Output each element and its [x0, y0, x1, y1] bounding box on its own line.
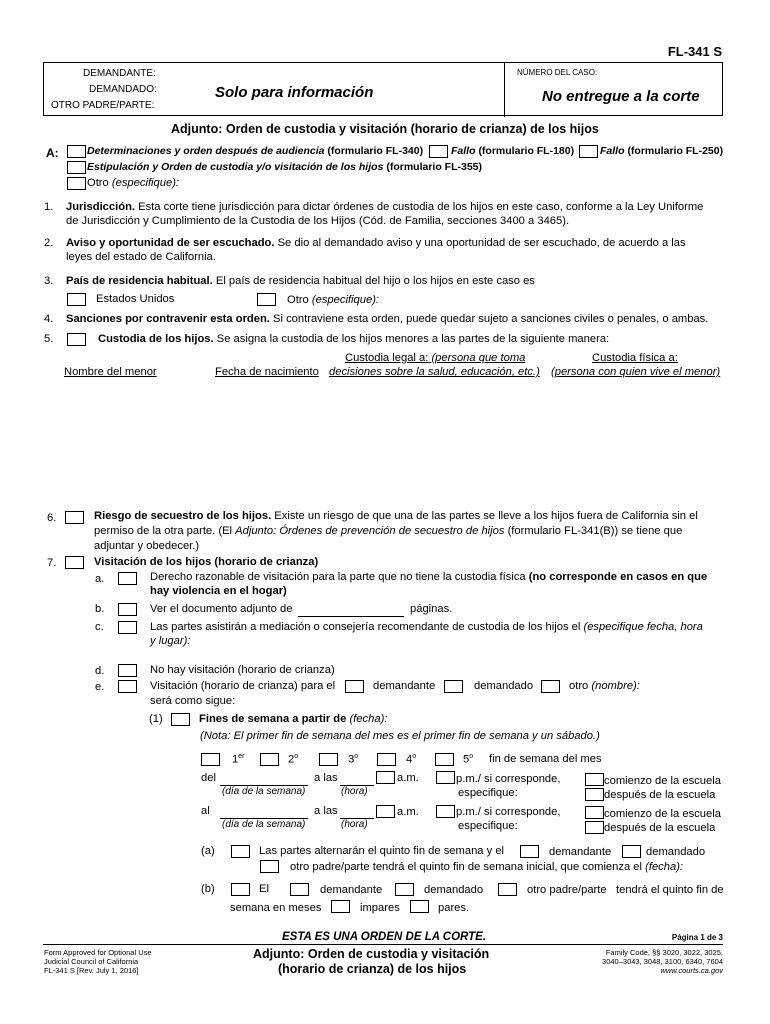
e-petitioner-checkbox[interactable] — [345, 680, 364, 693]
weekend-1st-checkbox[interactable] — [201, 753, 220, 766]
fl340-label: Determinaciones y orden después de audiencia (formulario FL-340) — [87, 145, 424, 157]
page-number: Página 1 de 3 — [671, 933, 723, 942]
item-6-line2: permiso de la otra parte. (El Adjunto: Órdenes de prevención de secuestro de hijos (formulario FL-341(B)) se tiene que — [94, 525, 683, 537]
weekends-note: (Nota: El primer fin de semana del mes es el primer fin de semana y un sábado.) — [200, 730, 600, 742]
reasonable-visitation-checkbox[interactable] — [118, 572, 137, 585]
weekend-3rd-checkbox[interactable] — [319, 753, 338, 766]
visitation-checkbox[interactable] — [65, 556, 84, 569]
to-at-label: a las — [314, 805, 338, 817]
item-7d-text: No hay visitación (horario de crianza) — [150, 664, 335, 676]
item-7b-text2: páginas. — [410, 603, 453, 615]
abduction-checkbox[interactable] — [65, 511, 84, 524]
fl180-label: Fallo (formulario FL-180) — [451, 145, 575, 157]
to-am-checkbox[interactable] — [376, 805, 395, 818]
other-form-checkbox[interactable] — [67, 177, 86, 190]
col-physical-custody-2: (persona con quien vive el menor) — [551, 366, 721, 378]
footer-rule — [43, 944, 723, 945]
case-number-label: NÚMERO DEL CASO: — [517, 68, 598, 77]
from-at-label: a las — [314, 772, 338, 784]
weekend-b-el: El — [259, 883, 269, 895]
fifth-weekend-checkbox[interactable] — [231, 883, 250, 896]
fl340-checkbox[interactable] — [67, 145, 86, 158]
fl180-checkbox[interactable] — [429, 145, 448, 158]
b-other-checkbox[interactable] — [498, 883, 517, 896]
footer-right-2: 3040–3043, 3048, 3100, 6340, 7604 — [602, 957, 723, 966]
col-legal-custody-1: Custodia legal a: (persona que toma — [345, 352, 526, 364]
a-other-checkbox[interactable] — [260, 860, 279, 873]
to-pm-label: p.m./ si corresponde, — [456, 806, 561, 818]
section-a-label: A: — [46, 146, 59, 160]
item-5-line1: Custodia de los hijos. Se asigna la custodia de los hijos menores a las partes de la siguiente manera: — [98, 333, 610, 345]
e-respondent-checkbox[interactable] — [444, 680, 463, 693]
alternate-fifth-checkbox[interactable] — [231, 845, 250, 858]
item-7e-letter: e. — [95, 681, 105, 693]
item-6-number: 6. — [47, 512, 57, 524]
item-7c-line1: Las partes asistirán a mediación o consejería recomendante de custodia de los hijos el (especifique fecha, hora — [150, 621, 703, 633]
b-petitioner-label: demandante — [320, 884, 383, 896]
item-2-line2: leyes del estado de California. — [66, 251, 216, 263]
b-respondent-label: demandado — [424, 884, 484, 896]
e-other-label: otro (nombre): — [569, 680, 640, 692]
from-pm-checkbox[interactable] — [436, 771, 455, 784]
other-country-checkbox[interactable] — [257, 293, 276, 306]
other-form-label: Otro (especifique): — [87, 177, 180, 189]
from-day-hint: (día de la semana) — [222, 786, 306, 797]
item-3-line1: País de residencia habitual. El país de residencia habitual del hijo o los hijos en este caso es — [66, 275, 535, 287]
col-child-name: Nombre del menor — [64, 366, 157, 378]
a-respondent-checkbox[interactable] — [622, 845, 641, 858]
item-1-line1: Jurisdicción. Esta corte tiene jurisdicción para dictar órdenes de custodia de los hijos en este caso, conforme a la Ley Uniforme — [66, 201, 704, 213]
other-country-label: Otro (especifique): — [287, 294, 380, 306]
e-petitioner-label: demandante — [373, 680, 436, 692]
item-7c-line2: y lugar): — [150, 635, 191, 647]
usa-checkbox[interactable] — [67, 293, 86, 306]
page-title: Adjunto: Orden de custodia y visitación (horario de crianza) de los hijos — [171, 122, 599, 136]
from-am-checkbox[interactable] — [376, 771, 395, 784]
e-respondent-label: demandado — [474, 680, 534, 692]
even-months-label: pares. — [438, 902, 470, 914]
b-petitioner-checkbox[interactable] — [290, 883, 309, 896]
weekend-b-text2: semana en meses — [230, 902, 322, 914]
item-7d-letter: d. — [95, 665, 105, 677]
item-7-number: 7. — [47, 557, 57, 569]
custody-checkbox[interactable] — [67, 333, 86, 346]
weekends-heading: Fines de semana a partir de (fecha): — [199, 713, 388, 725]
fl355-label: Estipulación y Orden de custodia y/o visitación de los hijos (formulario FL-355) — [87, 161, 483, 173]
fl250-checkbox[interactable] — [579, 145, 598, 158]
plaintiff-label: DEMANDANTE: — [83, 68, 156, 79]
from-pm-label: p.m./ si corresponde, — [456, 773, 561, 785]
item-6-line3: adjuntar y obedecer.) — [94, 540, 200, 552]
col-birthdate: Fecha de nacimiento — [215, 366, 319, 378]
to-pm-checkbox[interactable] — [436, 805, 455, 818]
odd-months-label: impares — [360, 902, 400, 914]
item-7e-text: Visitación (horario de crianza) para el — [150, 680, 336, 692]
from-school-start-checkbox[interactable] — [585, 773, 604, 786]
b-respondent-checkbox[interactable] — [395, 883, 414, 896]
to-hour-hint: (hora) — [341, 819, 368, 830]
footer-title-2: (horario de crianza) de los hijos — [278, 962, 467, 976]
from-school-end-checkbox[interactable] — [585, 788, 604, 801]
weekend-number: (1) — [149, 713, 163, 725]
footer-left-2: Judicial Council of California — [44, 957, 139, 966]
a-petitioner-label: demandante — [549, 846, 612, 858]
odd-months-checkbox[interactable] — [331, 900, 350, 913]
weekend-b-tail: tendrá el quinto fin de — [616, 884, 724, 896]
item-7a-line2: hay violencia en el hogar) — [150, 585, 287, 597]
weekend-a-text: Las partes alternarán el quinto fin de semana y el — [259, 845, 505, 857]
weekend-2nd-label: 2$^o$ — [288, 753, 299, 766]
item-7-heading: Visitación de los hijos (horario de crianza) — [94, 556, 319, 568]
court-order-notice: ESTA ES UNA ORDEN DE LA CORTE. — [282, 931, 487, 943]
fl355-checkbox[interactable] — [67, 161, 86, 174]
weekend-4th-checkbox[interactable] — [377, 753, 396, 766]
to-school-start-checkbox[interactable] — [585, 806, 604, 819]
weekend-4th-label: 4$^o$ — [406, 753, 417, 766]
defendant-label: DEMANDADO: — [89, 84, 157, 95]
even-months-checkbox[interactable] — [410, 900, 429, 913]
fl250-label: Fallo (formulario FL-250) — [600, 145, 724, 157]
footer-right-1: Family Code, §§ 3020, 3022, 3025, — [605, 948, 723, 957]
weekend-tail: fin de semana del mes — [489, 753, 602, 765]
weekend-5th-checkbox[interactable] — [435, 753, 454, 766]
item-7a-line1: Derecho razonable de visitación para la parte que no tiene la custodia física (no corresponde en casos en que — [150, 571, 708, 583]
footer-left-3: FL-341 S [Rev. July 1, 2016] — [44, 966, 139, 975]
from-specify-label: especifique: — [458, 787, 518, 799]
a-petitioner-checkbox[interactable] — [520, 845, 539, 858]
item-4-line1: Sanciones por contravenir esta orden. Si contraviene esta orden, puede quedar sujeto a sanciones civiles o penales, o ambas. — [66, 313, 709, 325]
weekends-checkbox[interactable] — [171, 713, 190, 726]
item-7c-letter: c. — [95, 621, 104, 633]
footer-title-1: Adjunto: Orden de custodia y visitación — [253, 947, 490, 961]
item-7b-letter: b. — [95, 603, 105, 615]
item-6-line1: Riesgo de secuestro de los hijos. Existe un riesgo de que una de las partes se lleve a los hijos fuera de California sin el — [94, 510, 698, 522]
weekend-1st-label: 1er — [232, 753, 245, 766]
col-physical-custody-1: Custodia física a: — [592, 352, 678, 364]
info-only-text: Solo para información — [215, 84, 374, 101]
item-2-line1: Aviso y oportunidad de ser escuchado. Se dio al demandado aviso y una oportunidad de ser escuchado, de acuerdo a las — [66, 237, 686, 249]
weekend-a-label: (a) — [201, 845, 215, 857]
to-specify-label: especifique: — [458, 820, 518, 832]
from-school-end-label: después de la escuela — [604, 789, 716, 801]
to-school-start-label: comienzo de la escuela — [604, 808, 721, 820]
footer-left-1: Form Approved for Optional Use — [44, 948, 152, 957]
from-hour-hint: (hora) — [341, 786, 368, 797]
b-other-label: otro padre/parte — [527, 884, 607, 896]
pages-count-line[interactable] — [298, 616, 404, 617]
item-7e-text2: será como sigue: — [150, 695, 236, 707]
weekend-5th-label: 5$^o$ — [463, 753, 474, 766]
weekend-2nd-checkbox[interactable] — [260, 753, 279, 766]
to-school-end-checkbox[interactable] — [585, 821, 604, 834]
to-am-label: a.m. — [397, 806, 419, 818]
form-id: FL-341 S — [667, 44, 722, 59]
do-not-file-text: No entregue a la corte — [542, 88, 700, 105]
weekend-a-text2: otro padre/parte tendrá el quinto fin de semana inicial, que comienza el (fecha): — [290, 861, 684, 873]
item-7b-text1: Ver el documento adjunto de — [150, 603, 293, 615]
item-1-line2: de Jurisdicción y Cumplimiento de la Custodia de los Hijos (Cód. de Familia, secciones 3400 a 3465). — [66, 215, 570, 227]
to-label: al — [201, 805, 210, 817]
item-4-number: 4. — [44, 313, 54, 325]
item-1-number: 1. — [44, 201, 54, 213]
to-school-end-label: después de la escuela — [604, 822, 716, 834]
no-visitation-checkbox[interactable] — [118, 664, 137, 677]
weekend-b-label: (b) — [201, 883, 215, 895]
col-legal-custody-2: decisiones sobre la salud, educación, etc.) — [329, 366, 540, 378]
item-3-number: 3. — [44, 275, 54, 287]
see-attached-checkbox[interactable] — [118, 603, 137, 616]
mediation-checkbox[interactable] — [118, 621, 137, 634]
item-5-number: 5. — [44, 333, 54, 345]
weekend-3rd-label: 3$^o$ — [348, 753, 359, 766]
from-school-start-label: comienzo de la escuela — [604, 775, 721, 787]
item-2-number: 2. — [44, 237, 54, 249]
item-7a-letter: a. — [95, 573, 105, 585]
usa-label: Estados Unidos — [96, 293, 175, 305]
a-respondent-label: demandado — [646, 846, 706, 858]
e-other-checkbox[interactable] — [541, 680, 560, 693]
to-day-hint: (día de la semana) — [222, 819, 306, 830]
other-party-label: OTRO PADRE/PARTE: — [51, 100, 155, 111]
from-label: del — [201, 772, 216, 784]
footer-right-3: www.courts.ca.gov — [660, 966, 723, 975]
from-am-label: a.m. — [397, 772, 419, 784]
visitation-schedule-checkbox[interactable] — [118, 680, 137, 693]
